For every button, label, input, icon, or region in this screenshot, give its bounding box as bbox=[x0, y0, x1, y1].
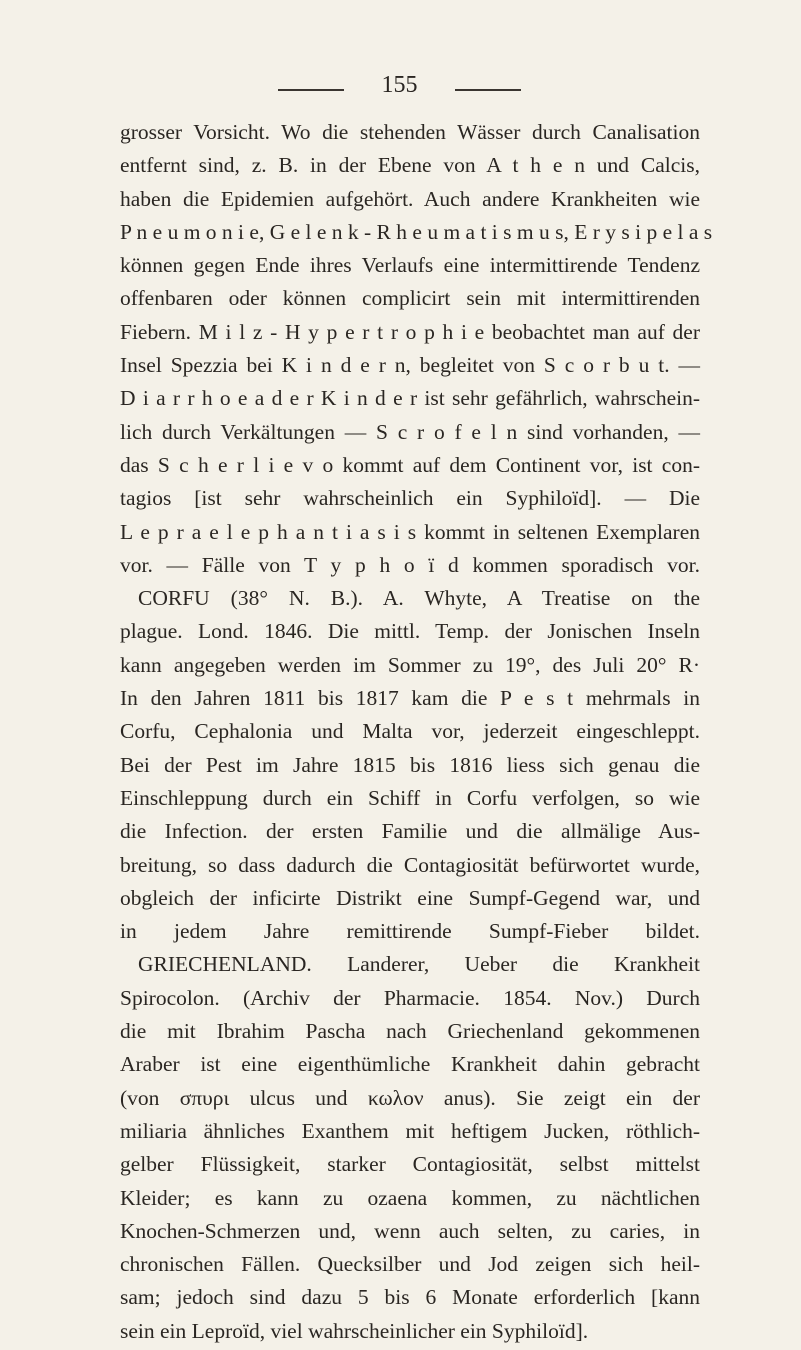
text-line: breitung, so dass dadurch die Contagiosität befürwortet wurde, bbox=[120, 852, 700, 877]
text-line: das S c h e r l i e v o kommt auf dem Continent vor, ist con- bbox=[120, 452, 700, 477]
text-line: gelber Flüssigkeit, starker Contagiosität, selbst mittelst bbox=[120, 1152, 700, 1177]
header-rule-left bbox=[278, 89, 344, 91]
text-line: haben die Epidemien aufgehört. Auch andere Krankheiten wie bbox=[120, 186, 700, 211]
text-line: plague. Lond. 1846. Die mittl. Temp. der Jonischen Inseln bbox=[120, 619, 700, 644]
text-line: Knochen-Schmerzen und, wenn auch selten, zu caries, in bbox=[120, 1218, 700, 1243]
text-line: offenbaren oder können complicirt sein mit intermittirenden bbox=[120, 286, 700, 311]
text-line: obgleich der inficirte Distrikt eine Sumpf-Gegend war, und bbox=[120, 885, 700, 910]
text-line: können gegen Ende ihres Verlaufs eine intermittirende Tendenz bbox=[120, 253, 700, 278]
text-line: D i a r r h o e a d e r K i n d e r ist sehr gefährlich, wahrschein- bbox=[120, 386, 700, 411]
header-rule-right bbox=[455, 89, 521, 91]
text-line: Spirocolon. (Archiv der Pharmacie. 1854. Nov.) Durch bbox=[120, 985, 700, 1010]
text-line: die Infection. der ersten Familie und die allmälige Aus- bbox=[120, 819, 700, 844]
text-line: tagios [ist sehr wahrscheinlich ein Syphiloïd]. — Die bbox=[120, 486, 700, 511]
text-line: Bei der Pest im Jahre 1815 bis 1816 liess sich genau die bbox=[120, 752, 700, 777]
text-line: sam; jedoch sind dazu 5 bis 6 Monate erforderlich [kann bbox=[120, 1285, 700, 1310]
text-line: miliaria ähnliches Exanthem mit heftigem Jucken, röthlich- bbox=[120, 1118, 700, 1143]
text-line: Corfu, Cephalonia und Malta vor, jederzeit eingeschleppt. bbox=[120, 719, 700, 744]
body-text bbox=[120, 116, 713, 1348]
text-line: entfernt sind, z. B. in der Ebene von A t h e n und Calcis, bbox=[120, 153, 700, 178]
text-line: grosser Vorsicht. Wo die stehenden Wässer durch Canalisation bbox=[120, 120, 700, 144]
page-number: 155 bbox=[381, 72, 418, 98]
text-line: P n e u m o n i e, G e l e n k - R h e u m a t i s m u s, E r y s i p e l a s bbox=[120, 219, 713, 244]
text-line: Insel Spezzia bei K i n d e r n, begleitet von S c o r b u t. — bbox=[120, 353, 700, 378]
text-line: Kleider; es kann zu ozaena kommen, zu nächtlichen bbox=[120, 1185, 700, 1210]
text-line: lich durch Verkältungen — S c r o f e l n sind vorhanden, — bbox=[120, 419, 700, 444]
text-line: kann angegeben werden im Sommer zu 19°, des Juli 20° R· bbox=[120, 652, 700, 677]
text-line: in jedem Jahre remittirende Sumpf-Fieber bildet. bbox=[120, 919, 700, 944]
text-line: Fiebern. M i l z - H y p e r t r o p h i e beobachtet man auf der bbox=[120, 319, 700, 344]
text-line: In den Jahren 1811 bis 1817 kam die P e s t mehrmals in bbox=[120, 686, 700, 711]
text-line: CORFU (38° N. B.). A. Whyte, A Treatise on the bbox=[138, 586, 700, 611]
text-line: Einschleppung durch ein Schiff in Corfu verfolgen, so wie bbox=[120, 785, 700, 810]
text-line: sein ein Leproïd, viel wahrscheinlicher ein Syphiloïd]. bbox=[120, 1318, 589, 1343]
text-line: (von σπυρι ulcus und κωλον anus). Sie zeigt ein der bbox=[120, 1085, 700, 1110]
text-line: chronischen Fällen. Quecksilber und Jod zeigen sich heil- bbox=[120, 1252, 700, 1277]
page-header bbox=[0, 70, 801, 100]
text-line: GRIECHENLAND. Landerer, Ueber die Krankheit bbox=[138, 952, 700, 977]
text-line: die mit Ibrahim Pascha nach Griechenland gekommenen bbox=[120, 1019, 700, 1044]
text-line: Araber ist eine eigenthümliche Krankheit dahin gebracht bbox=[120, 1052, 700, 1077]
text-line: vor. — Fälle von T y p h o ï d kommen sporadisch vor. bbox=[120, 552, 700, 577]
text-line: L e p r a e l e p h a n t i a s i s kommt in seltenen Exemplaren bbox=[120, 519, 700, 544]
